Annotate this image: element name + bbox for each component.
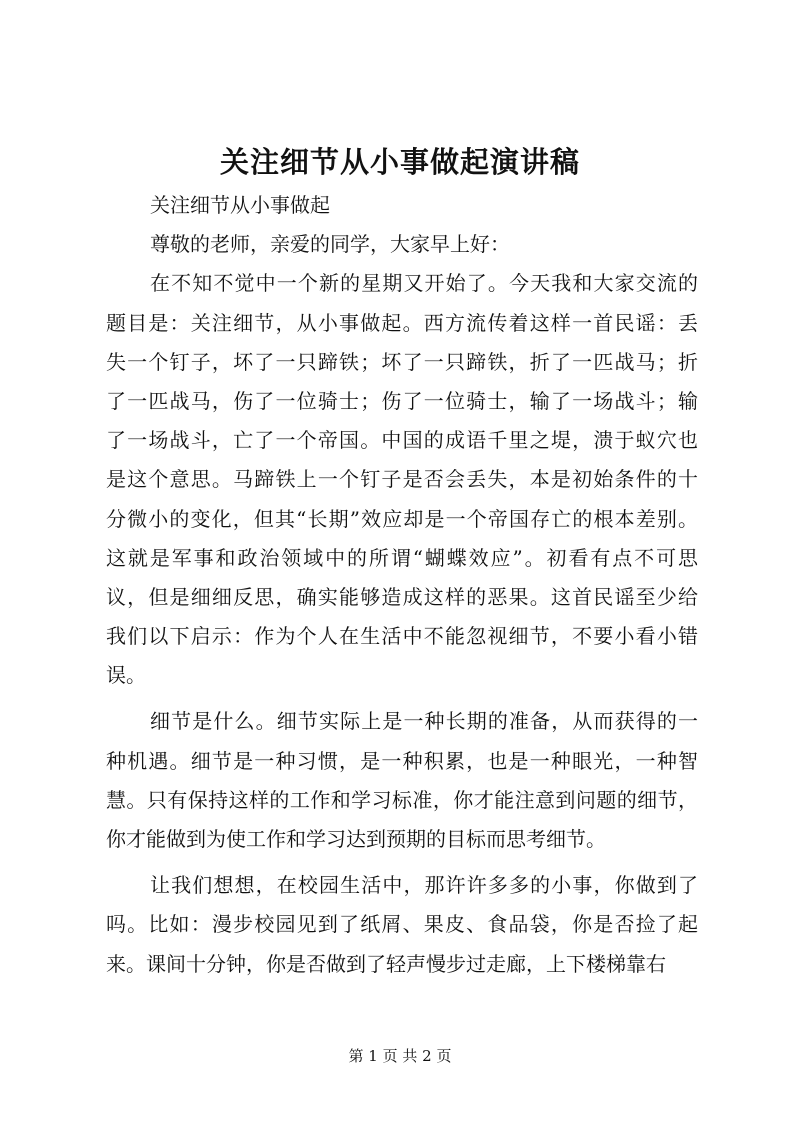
- page-footer: 第 1 页 共 2 页: [348, 1047, 452, 1065]
- paragraph: [106, 225, 698, 264]
- text-line: 误。: [106, 663, 146, 688]
- paragraph: [106, 866, 698, 984]
- text-line: 这就是军事和政治领域中的所谓“蝴蝶效应”。初看有点不可思: [106, 545, 698, 570]
- paragraph: [106, 702, 698, 859]
- text-line: 我们以下启示：作为个人在生活中不能忽视细节，不要小看小错: [106, 624, 698, 649]
- text-line: 分微小的变化，但其“长期”效应却是一个帝国存亡的根本差别。: [106, 506, 698, 531]
- text-line: 议，但是细细反思，确实能够造成这样的恶果。这首民谣至少给: [106, 584, 698, 609]
- paragraph: [106, 186, 698, 225]
- text-line: 细节是什么。细节实际上是一种长期的准备，从而获得的一: [150, 709, 698, 734]
- text-line: 让我们想想，在校园生活中，那许许多多的小事，你做到了: [150, 873, 698, 898]
- text-line: 题目是：关注细节，从小事做起。西方流传着这样一首民谣：丢: [106, 310, 698, 335]
- text-line: 失一个钉子，坏了一只蹄铁；坏了一只蹄铁，折了一匹战马；折: [106, 349, 698, 374]
- document-body: [106, 186, 698, 984]
- text-line: 慧。只有保持这样的工作和学习标准，你才能注意到问题的细节，: [106, 787, 698, 812]
- paragraph: [106, 264, 698, 695]
- text-line: 你才能做到为使工作和学习达到预期的目标而思考细节。: [106, 827, 606, 851]
- text-line: 关注细节从小事做起: [150, 193, 330, 217]
- text-line: 了一场战斗，亡了一个帝国。中国的成语千里之堤，溃于蚁穴也: [106, 428, 698, 453]
- text-line: 了一匹战马，伤了一位骑士；伤了一位骑士，输了一场战斗；输: [106, 388, 698, 413]
- text-line: 尊敬的老师，亲爱的同学，大家早上好：: [150, 232, 510, 257]
- paragraph-gap: [106, 695, 698, 702]
- text-line: 在不知不觉中一个新的星期又开始了。今天我和大家交流的: [150, 271, 698, 296]
- text-line: 种机遇。细节是一种习惯，是一种积累，也是一种眼光，一种智: [106, 748, 698, 773]
- text-line: 来。课间十分钟，你是否做到了轻声慢步过走廊，上下楼梯靠右: [106, 951, 666, 976]
- text-line: 是这个意思。马蹄铁上一个钉子是否会丢失，本是初始条件的十: [106, 467, 698, 492]
- paragraph-gap: [106, 859, 698, 866]
- text-line: 吗。比如：漫步校园见到了纸屑、果皮、食品袋，你是否捡了起: [106, 912, 698, 937]
- document-title: 关注细节从小事做起演讲稿: [219, 145, 580, 179]
